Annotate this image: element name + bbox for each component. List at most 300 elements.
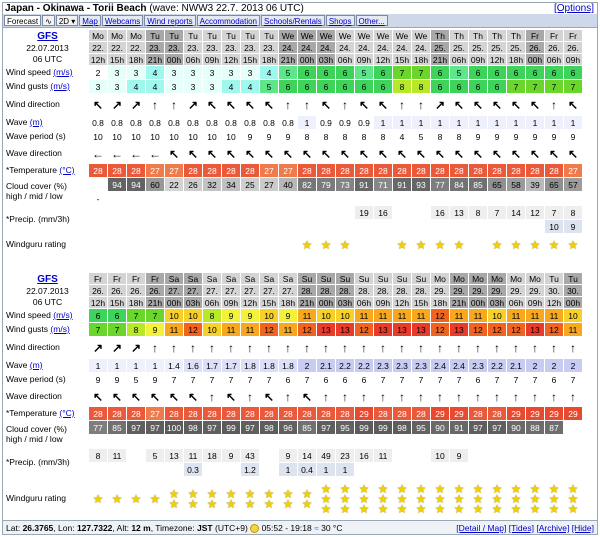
- wind-direction-cell: [431, 337, 450, 359]
- rating-cell: [146, 234, 165, 256]
- rating-cell: [279, 234, 298, 256]
- precip-cell: 16: [374, 206, 393, 220]
- wave-label-unit-link[interactable]: (m): [29, 359, 43, 370]
- precip-cell: 8: [89, 449, 108, 463]
- options-link[interactable]: [Options]: [553, 3, 594, 14]
- rating-cell: [431, 234, 450, 256]
- wave-period-cell: 9: [564, 130, 583, 144]
- wind-speed-cell: 7: [412, 66, 431, 80]
- wind-speed-cell: 5: [355, 66, 374, 80]
- rating-cell: [260, 477, 279, 521]
- header-day: We: [279, 30, 298, 42]
- spot-name: Japan - Okinawa - Torii Beach: [5, 3, 147, 14]
- wave-cell: 1.8: [241, 359, 260, 373]
- header-date: 27.: [260, 285, 279, 297]
- header-date: 27.: [241, 285, 260, 297]
- rating-cell: [412, 234, 431, 256]
- nav-item-6[interactable]: Accommodation: [197, 15, 260, 26]
- archive-link[interactable]: [Archive]: [536, 523, 570, 533]
- wind-gusts-label-unit-link[interactable]: (m/s): [50, 80, 70, 91]
- header-date: 29.: [469, 285, 488, 297]
- nav-item-9[interactable]: Other...: [356, 15, 388, 26]
- header-day: Sa: [184, 273, 203, 285]
- wind-speed-cell: 10: [488, 309, 507, 323]
- tides-link[interactable]: [Tides]: [508, 523, 534, 533]
- alt-value: 12 m: [131, 523, 151, 533]
- nav-item-5[interactable]: Wind reports: [144, 15, 195, 26]
- wave-cell: 0.8: [203, 116, 222, 130]
- header-day: Fr: [89, 273, 108, 285]
- wind-arrow-icon: ↑: [418, 98, 424, 112]
- precip-2-cell: [127, 220, 146, 234]
- wave-period-cell: 7: [488, 373, 507, 387]
- wind-speed-cell: 7: [127, 309, 146, 323]
- cloud-cover-cell: 96: [279, 421, 298, 435]
- star-icon: ★: [491, 481, 503, 496]
- wind-gusts-cell: 7: [526, 80, 545, 94]
- wave-model-info: (wave: NWW3 22.7. 2013 06 UTC): [149, 3, 304, 14]
- cloud-cover-low-cell: [355, 435, 374, 449]
- cloud-cover-cell: 85: [298, 421, 317, 435]
- precip-cell: [507, 449, 526, 463]
- wind-speed-cell: 11: [450, 309, 469, 323]
- wind-direction-cell: [507, 337, 526, 359]
- wave-arrow-icon: ↖: [529, 147, 541, 161]
- rating-label-text: Windguru rating: [6, 238, 67, 249]
- wave-period-cell: 6: [545, 373, 564, 387]
- wave-arrow-icon: ↖: [111, 390, 123, 404]
- cloud-cover-low-cell: [165, 192, 184, 206]
- star-icon: ★: [263, 486, 275, 501]
- header-hour: 21h: [298, 297, 317, 309]
- wind-gusts-cell: 4: [222, 80, 241, 94]
- rating-cell: [507, 234, 526, 256]
- wave-cell: 1: [89, 359, 108, 373]
- header-day: Su: [412, 273, 431, 285]
- water-temp-icon: ≈: [314, 523, 319, 533]
- wave-cell: 1: [469, 116, 488, 130]
- wind-arrow-icon: ↖: [510, 98, 522, 112]
- wind-gusts-cell: 8: [412, 80, 431, 94]
- wave-period-cell: 9: [279, 130, 298, 144]
- header-day: Mo: [507, 273, 526, 285]
- wave-period-cell: 10: [222, 130, 241, 144]
- header-date: 26.: [89, 285, 108, 297]
- temperature-cell: 28: [241, 164, 260, 178]
- wave-direction-cell: [298, 144, 317, 164]
- wind-direction-cell: [298, 94, 317, 116]
- wind-speed-label-unit-link[interactable]: (m/s): [53, 66, 73, 77]
- wave-arrow-icon: ↑: [399, 390, 405, 404]
- star-icon: ★: [434, 501, 446, 516]
- header-day: Su: [298, 273, 317, 285]
- star-icon: ★: [510, 491, 522, 506]
- temperature-label: [4, 407, 89, 421]
- precip-2-cell: [146, 220, 165, 234]
- cloud-cover-low-cell: [374, 192, 393, 206]
- wind-direction-cell: [526, 337, 545, 359]
- wind-direction-label-text: Wind direction: [6, 98, 60, 109]
- rating-cell: [336, 477, 355, 521]
- temperature-cell: 27: [260, 164, 279, 178]
- cloud-cover-cell: 77: [431, 178, 450, 192]
- wave-period-cell: 7: [412, 373, 431, 387]
- wind-gusts-cell: 3: [165, 80, 184, 94]
- wind-arrow-icon: ↑: [247, 341, 253, 355]
- header-day: Mo: [469, 273, 488, 285]
- temperature-cell: 28: [469, 407, 488, 421]
- temperature-cell: 28: [127, 407, 146, 421]
- temperature-cell: 28: [431, 164, 450, 178]
- precip-2-cell: [222, 463, 241, 477]
- wind-speed-cell: 11: [545, 309, 564, 323]
- header-hour: 06h: [184, 54, 203, 66]
- wave-direction-cell: [127, 387, 146, 407]
- wave-direction-cell: [317, 387, 336, 407]
- rating-cell: [222, 234, 241, 256]
- wind-direction-cell: [450, 94, 469, 116]
- wave-direction-cell: [564, 144, 583, 164]
- wind-gusts-cell: 9: [146, 323, 165, 337]
- precip-cell: 13: [450, 206, 469, 220]
- nav-item-7[interactable]: Schools/Rentals: [261, 15, 325, 26]
- wind-gusts-cell: 13: [374, 323, 393, 337]
- wave-cell: 1: [545, 116, 564, 130]
- cloud-cover-text: Cloud cover (%): [6, 181, 67, 192]
- nav-item-2[interactable]: 2D ▾: [56, 15, 78, 26]
- precip-cell: [336, 206, 355, 220]
- header-hour: 12h: [222, 54, 241, 66]
- star-icon: ★: [548, 237, 560, 252]
- wave-arrow-icon: ↑: [418, 390, 424, 404]
- wave-period-cell: 9: [526, 130, 545, 144]
- precip-cell: [108, 206, 127, 220]
- precip-2-cell: [165, 220, 184, 234]
- wind-gusts-cell: 8: [127, 323, 146, 337]
- header-date: 24.: [412, 42, 431, 54]
- wave-cell: 2.3: [469, 359, 488, 373]
- wind-direction-cell: [393, 94, 412, 116]
- nav-item-8[interactable]: Shops: [326, 15, 355, 26]
- wave-label-unit-link[interactable]: (m): [29, 116, 43, 127]
- forecast-frame: [2, 2, 598, 535]
- wave-arrow-icon: ↑: [361, 390, 367, 404]
- wave-period-cell: 9: [488, 130, 507, 144]
- cloud-cover-cell: 100: [165, 421, 184, 435]
- cloud-cover-low-cell: [279, 192, 298, 206]
- wave-period-cell: 9: [89, 373, 108, 387]
- star-icon: ★: [358, 491, 370, 506]
- wave-cell: 1: [127, 359, 146, 373]
- star-icon: ★: [168, 486, 180, 501]
- header-date: 30.: [545, 285, 564, 297]
- star-icon: ★: [510, 237, 522, 252]
- header-date: 25.: [507, 42, 526, 54]
- precip-2-cell: [526, 463, 545, 477]
- wind-speed-cell: 6: [526, 66, 545, 80]
- cloud-cover-low-cell: [89, 435, 108, 449]
- precip-cell: [469, 449, 488, 463]
- cloud-cover-cell: 97: [488, 421, 507, 435]
- precip-cell: 23: [336, 449, 355, 463]
- wind-arrow-icon: ↖: [244, 98, 256, 112]
- header-hour: 18h: [507, 54, 526, 66]
- rating-cell: [184, 477, 203, 521]
- rating-cell: [450, 234, 469, 256]
- header-day: Su: [374, 273, 393, 285]
- wave-cell: 1.7: [203, 359, 222, 373]
- detail-map-link[interactable]: [Detail / Map]: [456, 523, 507, 533]
- header-day: Th: [507, 30, 526, 42]
- temperature-cell: 28: [184, 164, 203, 178]
- temperature-cell: 28: [336, 407, 355, 421]
- header-date: 28.: [374, 285, 393, 297]
- wave-arrow-icon: ↖: [510, 147, 522, 161]
- wind-speed-cell: 10: [184, 309, 203, 323]
- header-day: Su: [355, 273, 374, 285]
- star-icon: ★: [529, 237, 541, 252]
- star-icon: ★: [339, 481, 351, 496]
- wave-cell: 1: [412, 116, 431, 130]
- precip-2-cell: 10: [545, 220, 564, 234]
- nav-item-3[interactable]: Map: [79, 15, 101, 26]
- star-icon: ★: [168, 496, 180, 511]
- model-link[interactable]: GFS: [37, 274, 58, 285]
- cloud-layers-text: high / mid / low: [6, 433, 63, 444]
- precip-cell: 7: [545, 206, 564, 220]
- wave-direction-cell: [526, 387, 545, 407]
- header-hour: 06h: [203, 297, 222, 309]
- cloud-cover-low-cell: [336, 192, 355, 206]
- cloud-cover-low-cell: [488, 435, 507, 449]
- star-icon: ★: [396, 501, 408, 516]
- cloud-cover-cell: 25: [241, 178, 260, 192]
- precip-cell: [146, 206, 165, 220]
- wind-direction-cell: [488, 337, 507, 359]
- wind-speed-cell: 11: [469, 309, 488, 323]
- wind-direction-cell: [412, 94, 431, 116]
- rating-label: [4, 477, 89, 521]
- wind-gusts-cell: 12: [545, 323, 564, 337]
- nav-item-4[interactable]: Webcams: [102, 15, 143, 26]
- wave-period-cell: 7: [526, 373, 545, 387]
- temperature-label-unit-link[interactable]: (°C): [59, 164, 75, 175]
- precip-cell: 9: [222, 449, 241, 463]
- precip-cell: 9: [279, 449, 298, 463]
- wave-period-cell: 7: [222, 373, 241, 387]
- header-hour: 21h: [450, 297, 469, 309]
- wave-direction-cell: [412, 387, 431, 407]
- precip-2-cell: [507, 463, 526, 477]
- wind-speed-cell: 3: [127, 66, 146, 80]
- cloud-cover-cell: 98: [260, 421, 279, 435]
- rating-cell: [108, 477, 127, 521]
- cloud-cover-low-cell: [355, 192, 374, 206]
- wave-cell: 1.8: [279, 359, 298, 373]
- precip-cell: [127, 206, 146, 220]
- header-day: We: [374, 30, 393, 42]
- wind-gusts-cell: 6: [469, 80, 488, 94]
- rating-cell: [412, 477, 431, 521]
- wind-speed-label-unit-link[interactable]: (m/s): [53, 309, 73, 320]
- precip-2-cell: [393, 463, 412, 477]
- wind-direction-cell: [260, 337, 279, 359]
- wave-arrow-icon: ↖: [168, 390, 180, 404]
- wave-direction-cell: [260, 387, 279, 407]
- wave-direction-cell: [355, 387, 374, 407]
- rating-cell: [108, 234, 127, 256]
- wave-cell: 1: [298, 116, 317, 130]
- rating-cell: [374, 234, 393, 256]
- temperature-label-unit-link[interactable]: (°C): [59, 407, 75, 418]
- wind-direction-cell: [564, 337, 583, 359]
- precip-2-cell: 9: [564, 220, 583, 234]
- wave-arrow-icon: ↑: [513, 390, 519, 404]
- precip-2-cell: 0.3: [184, 463, 203, 477]
- header-date: 27.: [279, 285, 298, 297]
- wave-cell: 0.8: [260, 116, 279, 130]
- precip-cell: [260, 206, 279, 220]
- wind-arrow-icon: ↑: [152, 98, 158, 112]
- wave-period-cell: 7: [374, 373, 393, 387]
- star-icon: ★: [415, 237, 427, 252]
- hide-link[interactable]: [Hide]: [571, 523, 594, 533]
- tz-label: Timezone:: [155, 523, 195, 533]
- header-day: Sa: [279, 273, 298, 285]
- wave-period-cell: 7: [564, 373, 583, 387]
- nav-item-0[interactable]: Forecast: [4, 15, 41, 26]
- wind-speed-cell: 4: [260, 66, 279, 80]
- header-hour: 18h: [260, 54, 279, 66]
- wind-direction-cell: [241, 337, 260, 359]
- header-hour: 21h: [431, 54, 450, 66]
- wave-direction-cell: [545, 387, 564, 407]
- temperature-label-text: *Temperature: [6, 407, 58, 418]
- wind-arrow-icon: ↖: [206, 98, 218, 112]
- wind-arrow-icon: ↑: [171, 341, 177, 355]
- precip-2-cell: [222, 220, 241, 234]
- header-day: Th: [469, 30, 488, 42]
- wave-arrow-icon: ↖: [358, 147, 370, 161]
- wind-gusts-cell: 13: [412, 323, 431, 337]
- wind-gusts-cell: 11: [222, 323, 241, 337]
- cloud-cover-low-cell: [393, 192, 412, 206]
- header-day: Fr: [545, 30, 564, 42]
- wind-gusts-cell: 11: [241, 323, 260, 337]
- wind-arrow-icon: ↑: [285, 341, 291, 355]
- cloud-cover-low-cell: -: [89, 192, 108, 206]
- header-date: 26.: [127, 285, 146, 297]
- precip-cell: [412, 206, 431, 220]
- wind-direction-cell: [260, 94, 279, 116]
- wind-arrow-icon: ↖: [472, 98, 484, 112]
- header-date: 22.: [89, 42, 108, 54]
- wind-gusts-label-unit-link[interactable]: (m/s): [50, 323, 70, 334]
- precip-2-cell: [260, 220, 279, 234]
- rating-cell: [469, 477, 488, 521]
- wave-cell: 1.7: [222, 359, 241, 373]
- cloud-cover-cell: 97: [317, 421, 336, 435]
- wave-cell: 2.4: [450, 359, 469, 373]
- sunrise-sunset: 05:52 - 19:18: [261, 523, 312, 533]
- wind-direction-cell: [127, 94, 146, 116]
- nav-item-1[interactable]: ∿: [42, 15, 55, 26]
- rating-cell: [526, 477, 545, 521]
- star-icon: ★: [263, 496, 275, 511]
- wave-arrow-icon: ↖: [149, 390, 161, 404]
- model-date: 22.07.2013: [26, 43, 69, 53]
- wind-arrow-icon: ↖: [92, 98, 104, 112]
- model-link[interactable]: GFS: [37, 31, 58, 42]
- wave-direction-cell: [241, 144, 260, 164]
- temperature-cell: 28: [222, 164, 241, 178]
- wave-cell: 2: [564, 359, 583, 373]
- rating-cell: [374, 477, 393, 521]
- wind-gusts-cell: 4: [127, 80, 146, 94]
- cloud-cover-cell: 71: [374, 178, 393, 192]
- star-icon: ★: [92, 491, 104, 506]
- header-hour: 12h: [393, 297, 412, 309]
- wind-speed-cell: 6: [488, 66, 507, 80]
- wind-gusts-cell: 11: [165, 323, 184, 337]
- precip-cell: 8: [564, 206, 583, 220]
- wave-direction-cell: [393, 387, 412, 407]
- wind-arrow-icon: ↑: [209, 341, 215, 355]
- wind-gusts-cell: 6: [298, 80, 317, 94]
- wave-period-cell: 10: [203, 130, 222, 144]
- precip-cell: [545, 449, 564, 463]
- rating-cell: [165, 234, 184, 256]
- wave-arrow-icon: ↖: [567, 147, 579, 161]
- header-hour: 03h: [184, 297, 203, 309]
- wind-arrow-icon: ↖: [491, 98, 503, 112]
- star-icon: ★: [472, 491, 484, 506]
- wave-cell: 2.2: [355, 359, 374, 373]
- header-hour: 21h: [146, 297, 165, 309]
- wave-direction-cell: [507, 144, 526, 164]
- precip-2-cell: [374, 220, 393, 234]
- wave-cell: 1.6: [184, 359, 203, 373]
- rating-cell: [545, 477, 564, 521]
- wind-gusts-label: [4, 323, 89, 337]
- wind-speed-label-text: Wind speed: [6, 66, 51, 77]
- wind-direction-cell: [450, 337, 469, 359]
- wind-direction-cell: [279, 337, 298, 359]
- temperature-cell: 28: [89, 407, 108, 421]
- wind-direction-cell: [374, 337, 393, 359]
- wave-cell: 2.2: [488, 359, 507, 373]
- temperature-cell: 28: [469, 164, 488, 178]
- temperature-label: [4, 164, 89, 178]
- temperature-cell: 28: [526, 164, 545, 178]
- wave-period-cell: 6: [317, 373, 336, 387]
- rating-cell: [336, 234, 355, 256]
- wave-direction-cell: [393, 144, 412, 164]
- temperature-cell: 28: [412, 407, 431, 421]
- rating-cell: [507, 477, 526, 521]
- wave-arrow-icon: ↑: [247, 390, 253, 404]
- wave-cell: 2.3: [393, 359, 412, 373]
- wave-direction-cell: [374, 144, 393, 164]
- wind-arrow-icon: ↑: [304, 341, 310, 355]
- header-date: 27.: [203, 285, 222, 297]
- header-day: Su: [393, 273, 412, 285]
- wave-direction-cell: [241, 387, 260, 407]
- cloud-cover-cell: 91: [393, 178, 412, 192]
- star-icon: ★: [434, 491, 446, 506]
- wind-speed-cell: 8: [203, 309, 222, 323]
- cloud-cover-low-cell: [127, 192, 146, 206]
